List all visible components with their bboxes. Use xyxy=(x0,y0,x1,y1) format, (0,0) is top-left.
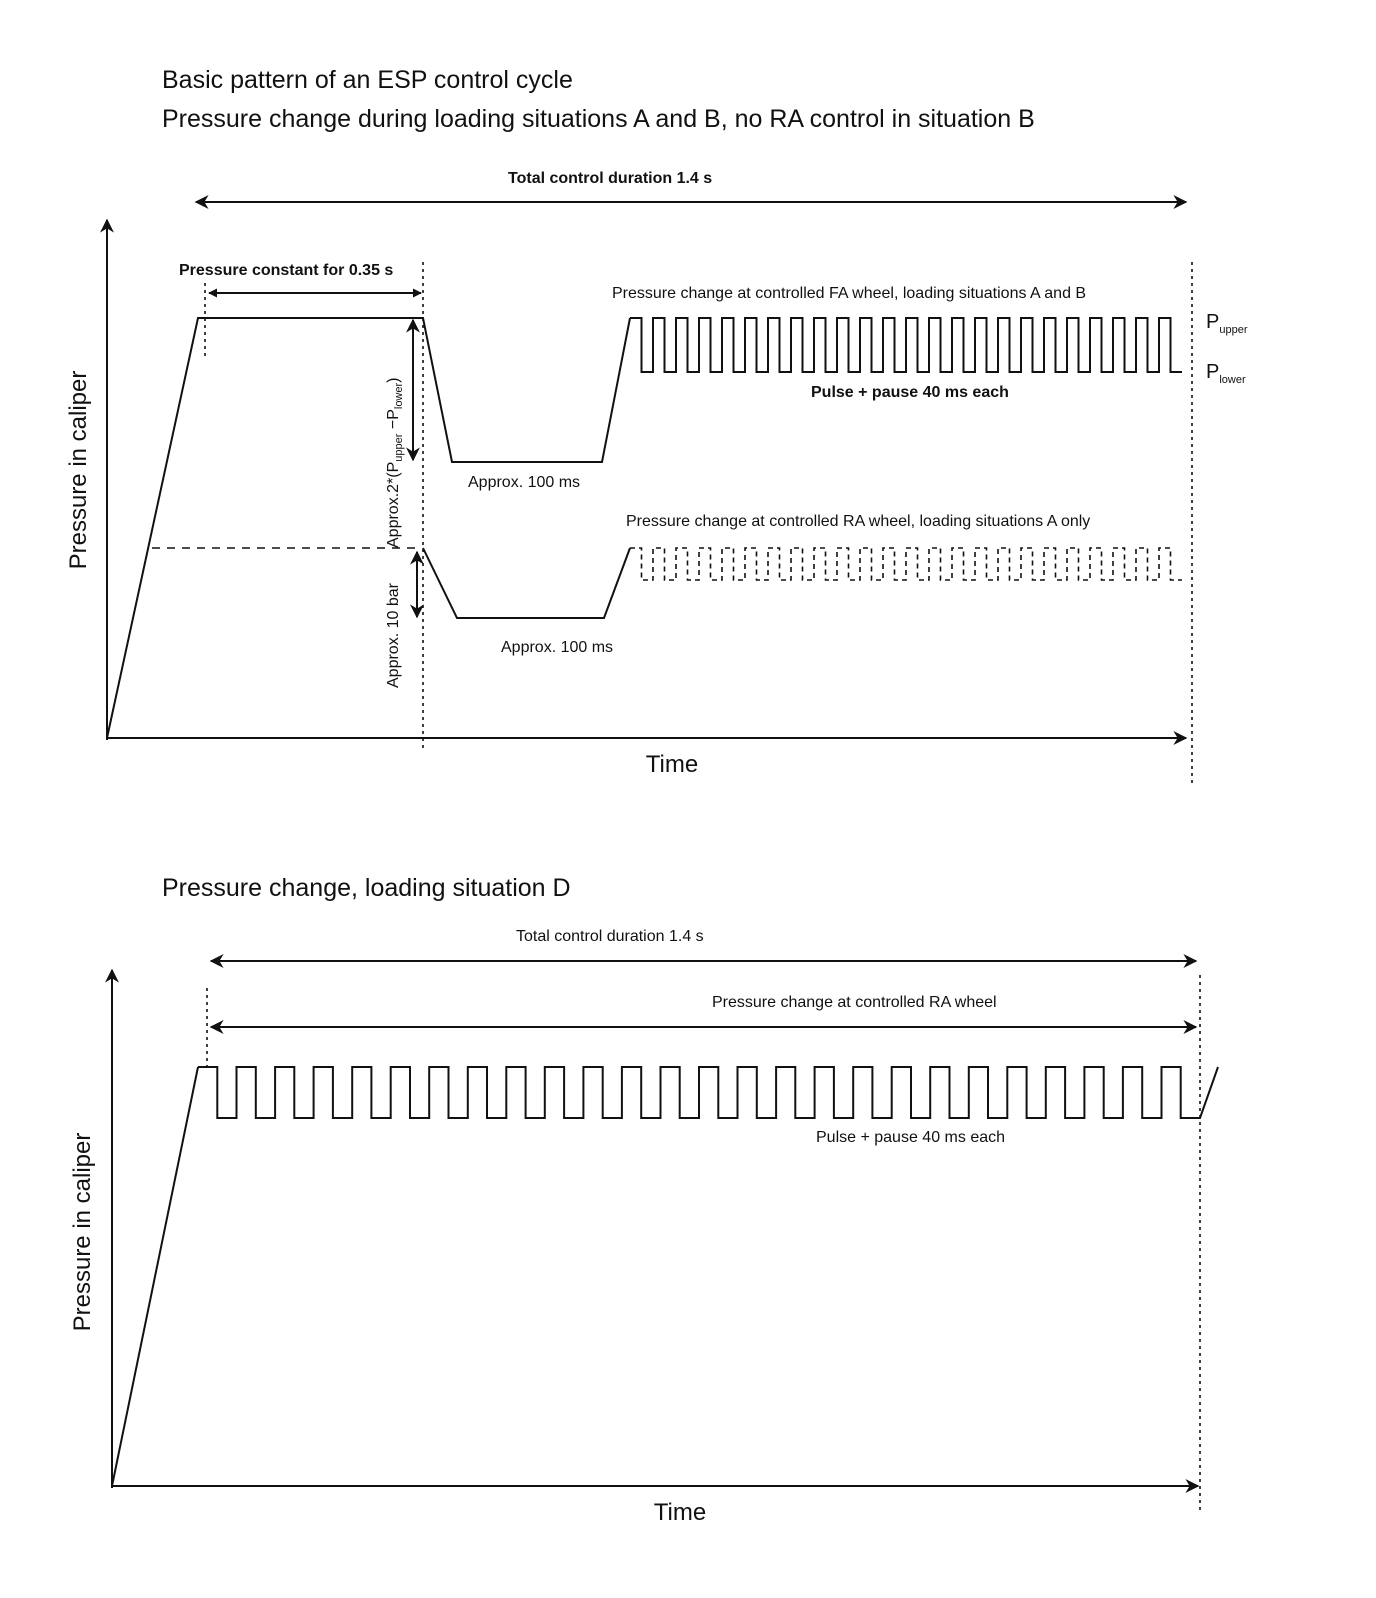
approx-2x-pressure-label: $Approx.2*(P_{upper} -P_{lower})$ xyxy=(385,377,405,548)
chart2-pulse-label: Pulse + pause 40 ms each xyxy=(816,1129,1006,1146)
chart2-ra-wheel-label: Pressure change at controlled RA wheel xyxy=(712,994,997,1011)
pressure-constant-label: Pressure constant for 0.35 s xyxy=(179,262,394,279)
fa-approx-100ms-label: Approx. 100 ms xyxy=(468,474,581,491)
p-upper-label: $P_{upper}$ xyxy=(1206,311,1248,336)
diagram-subtitle: Pressure change during loading situations A and B, no RA control in situation B xyxy=(162,105,1035,133)
chart2-x-axis-label: Time xyxy=(653,1499,707,1526)
ra-approx-100ms-label: Approx. 100 ms xyxy=(501,639,614,656)
fa-pressure-ramp-curve xyxy=(107,318,630,738)
chart2-pressure-pulse-train xyxy=(198,1067,1218,1118)
diagram-title: Basic pattern of an ESP control cycle xyxy=(162,66,573,94)
chart1-total-duration-label: Total control duration 1.4 s xyxy=(508,170,713,187)
chart1-y-axis-label: Pressure in caliper xyxy=(65,370,92,570)
chart2-total-duration-label: Total control duration 1.4 s xyxy=(516,928,704,945)
chart1-x-axis-label: Time xyxy=(645,751,699,778)
chart2-title: Pressure change, loading situation D xyxy=(162,874,571,902)
chart1-pulse-label: Pulse + pause 40 ms each xyxy=(811,384,1009,401)
fa-wheel-label: Pressure change at controlled FA wheel, loading situations A and B xyxy=(612,285,1087,302)
approx-10-bar-label: Approx. 10 bar xyxy=(385,583,402,688)
ra-pressure-drop-curve xyxy=(423,548,630,618)
ra-wheel-label: Pressure change at controlled RA wheel, loading situations A only xyxy=(626,513,1091,530)
chart-1 xyxy=(65,170,1248,785)
p-lower-label: $P_{lower}$ xyxy=(1206,361,1246,386)
chart2-y-axis-label: Pressure in caliper xyxy=(69,1132,96,1332)
chart-2 xyxy=(69,874,1218,1526)
ra-pressure-pulse-train xyxy=(630,548,1182,580)
chart2-pressure-ramp xyxy=(112,1067,198,1486)
fa-pressure-pulse-train xyxy=(630,318,1182,372)
